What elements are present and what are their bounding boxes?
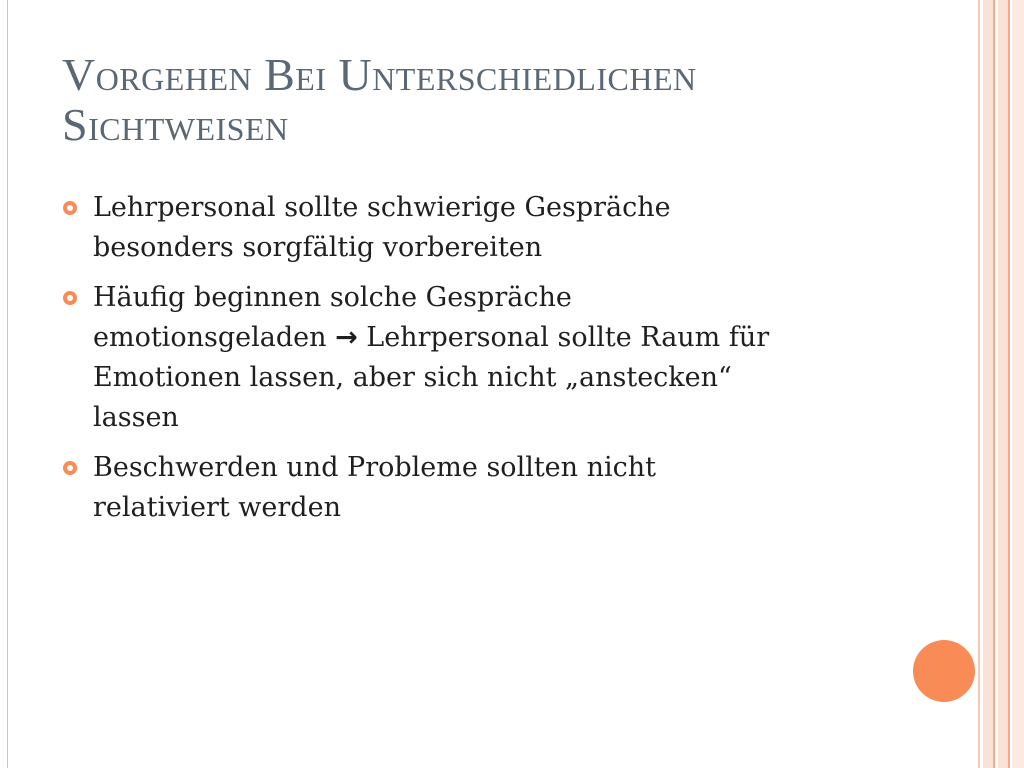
right-decor-stripe <box>983 0 993 768</box>
ring-bullet-icon <box>63 201 77 215</box>
ring-bullet-icon <box>63 291 77 305</box>
bullet-text-line: Beschwerden und Probleme sollten nicht <box>93 452 657 483</box>
slide-title <box>62 50 942 150</box>
bullet-text-line <box>93 318 912 358</box>
right-decor-stripe <box>1008 0 1010 768</box>
bullet-text-line: lassen <box>93 402 179 433</box>
bullet-item <box>62 448 912 528</box>
bullet-text-line: besonders sorgfältig vorbereiten <box>93 232 543 263</box>
arrow-right-icon: → <box>335 322 358 353</box>
slide-title-line: Sichtweisen <box>62 99 289 150</box>
right-decor-stripe <box>998 0 1008 768</box>
bullet-text-line: Häufig beginnen solche Gespräche <box>93 282 572 313</box>
bullet-text-line: Emotionen lassen, aber sich nicht „anstecken“ <box>93 362 732 393</box>
bullet-list <box>62 188 912 538</box>
bullet-text-line: Lehrpersonal sollte schwierige Gespräche <box>93 192 671 223</box>
ring-bullet-icon <box>63 461 77 475</box>
right-decor-stripe <box>1012 0 1024 768</box>
slide-title-line: Vorgehen Bei Unterschiedlichen <box>62 49 697 100</box>
right-decor-stripe <box>993 0 995 768</box>
orange-circle-icon <box>913 640 975 702</box>
bullet-text-line: relativiert werden <box>93 492 341 523</box>
bullet-text-segment: emotionsgeladen <box>93 322 336 353</box>
right-decor-stripe <box>978 0 980 768</box>
bullet-text-segment: Lehrpersonal sollte Raum für <box>357 322 770 353</box>
left-decor-line <box>7 0 8 768</box>
bullet-item <box>62 278 912 438</box>
bullet-item <box>62 188 912 268</box>
